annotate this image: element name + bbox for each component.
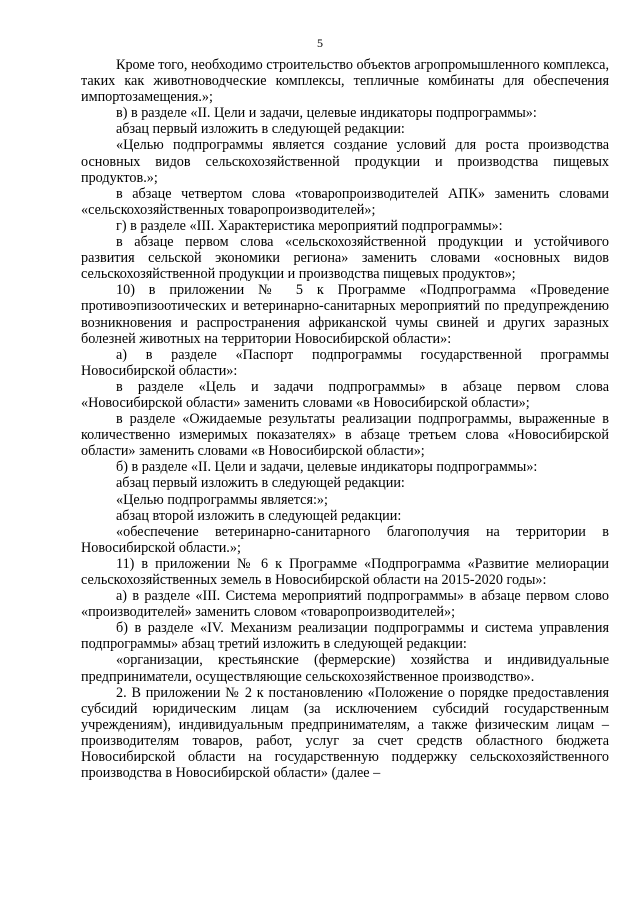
paragraph: «обеспечение ветеринарно-санитарного благополучия на территории в Новосибирской области.»; xyxy=(81,523,609,556)
paragraph: 2. В приложении № 2 к постановлению «Положение о порядке предоставления субсидий юридическим лицам (за исключением субсидий государственным учреждениям), индивидуальным предпринимателям, а также физическим лицам – производителям товаров, работ, услуг за счет средств областного бюджета Новосибирской области на государственную поддержку сельскохозяйственного производства в Новосибирской области» (далее – xyxy=(81,684,609,782)
paragraph: Кроме того, необходимо строительство объектов агропромышленного комплекса, таких как животноводческие комплексы, тепличные комбинаты для обеспечения импортозамещения.»; xyxy=(81,57,609,106)
paragraph: б) в разделе «II. Цели и задачи, целевые индикаторы подпрограммы»: xyxy=(116,459,538,476)
paragraph: в) в разделе «II. Цели и задачи, целевые индикаторы подпрограммы»: xyxy=(116,105,537,122)
paragraph: а) в разделе «III. Система мероприятий подпрограммы» в абзаце первом слово «производителей» заменить словом «товаропроизводителей»; xyxy=(81,588,609,621)
document-body xyxy=(81,57,609,781)
paragraph: 10) в приложении № 5 к Программе «Подпрограмма «Проведение противоэпизоотических и ветеринарно-санитарных мероприятий по предупреждению возникновения и распространения африканской чумы свиней и других заразных болезней животных на территории Новосибирской области»: xyxy=(81,282,609,347)
paragraph: абзац первый изложить в следующей редакции: xyxy=(116,121,405,138)
paragraph: в абзаце первом слова «сельскохозяйственной продукции и устойчивого развития сельской экономики региона» заменить словами «основных видов сельскохозяйственной продукции и производства пищевых продуктов»; xyxy=(81,234,609,283)
paragraph: в разделе «Цель и задачи подпрограммы» в абзаце первом слова «Новосибирской области» заменить словами «в Новосибирской области»; xyxy=(81,378,609,411)
page-number: 5 xyxy=(317,36,323,50)
paragraph: абзац второй изложить в следующей редакции: xyxy=(116,507,402,524)
paragraph: в разделе «Ожидаемые результаты реализации подпрограммы, выраженные в количественно измеримых показателях» в абзаце третьем слова «Новосибирской области» заменить словами «в Новосибирской области»; xyxy=(81,411,609,460)
paragraph: абзац первый изложить в следующей редакции: xyxy=(116,475,405,492)
paragraph: «организации, крестьянские (фермерские) хозяйства и индивидуальные предприниматели, осуществляющие сельскохозяйственное производство». xyxy=(81,652,609,685)
paragraph: «Целью подпрограммы является создание условий для роста производства основных видов сельскохозяйственной продукции и производства пищевых продуктов.»; xyxy=(81,137,609,186)
paragraph: г) в разделе «III. Характеристика мероприятий подпрограммы»: xyxy=(116,217,503,234)
paragraph: 11) в приложении № 6 к Программе «Подпрограмма «Развитие мелиорации сельскохозяйственных земель в Новосибирской области на 2015-2020 годы»: xyxy=(81,555,609,588)
paragraph: б) в разделе «IV. Механизм реализации подпрограммы и система управления подпрограммы» абзац третий изложить в следующей редакции: xyxy=(81,620,609,653)
paragraph: в абзаце четвертом слова «товаропроизводителей АПК» заменить словами «сельскохозяйственных товаропроизводителей»; xyxy=(81,185,609,218)
paragraph: а) в разделе «Паспорт подпрограммы государственной программы Новосибирской области»: xyxy=(81,346,609,379)
paragraph: «Целью подпрограммы является:»; xyxy=(116,491,328,508)
